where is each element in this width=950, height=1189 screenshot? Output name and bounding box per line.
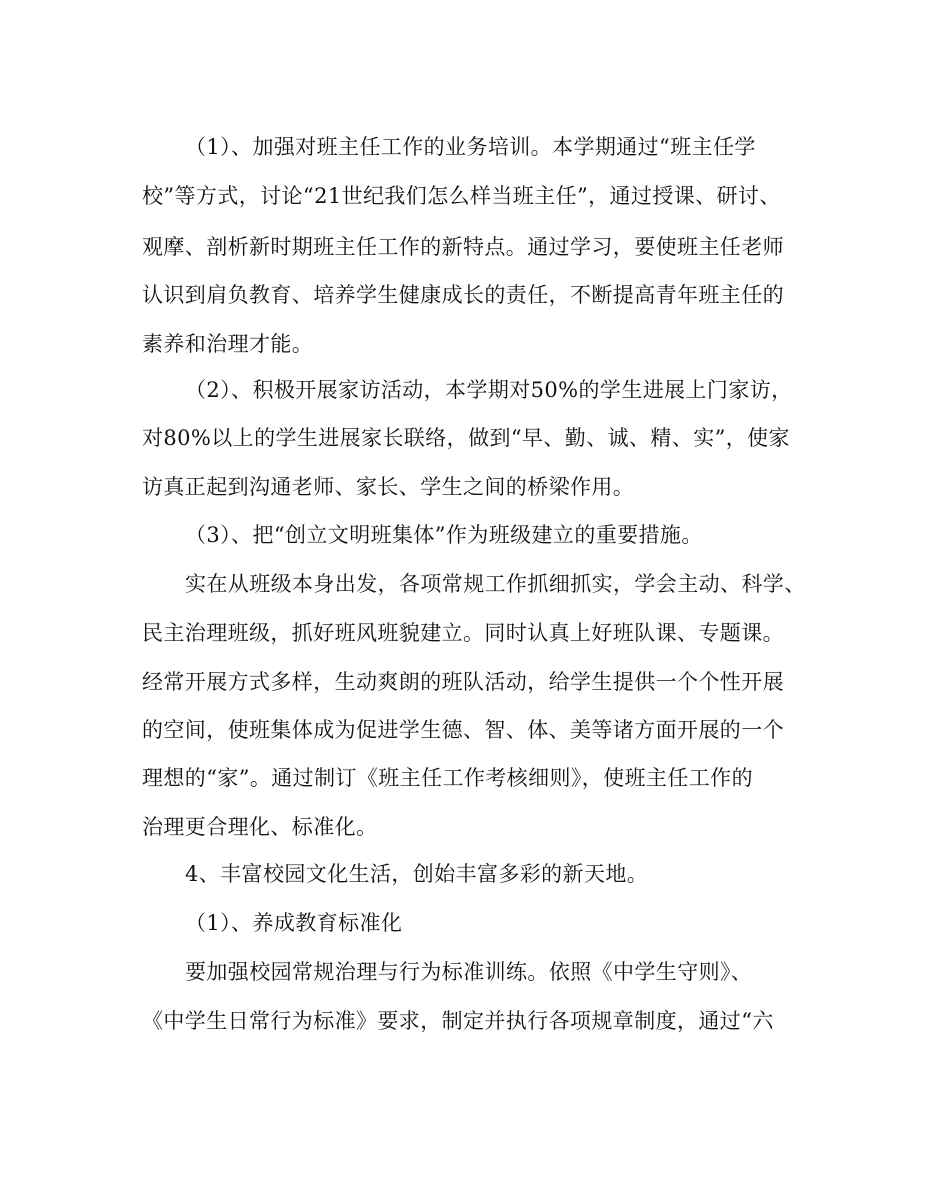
text-line: （1）、养成教育标准化 [185,911,403,935]
text-line: （2）、积极开展家访活动，本学期对50%的学生进展上门家访， [185,378,793,402]
text-line: 《中学生日常行为标准》要求，制定并执行各项规章制度，通过“六 [142,1009,774,1033]
text-line: （1）、加强对班主任工作的业务培训。本学期通过“班主任学 [185,135,756,159]
text-line: 素养和治理才能。 [142,332,314,356]
text-line: （3）、把“创立文明班集体”作为班级建立的重要措施。 [185,523,703,547]
text-line: 认识到肩负教育、培养学生健康成长的责任，不断提高青年班主任的 [142,283,784,307]
text-line: 的空间，使班集体成为促进学生德、智、体、美等诸方面开展的一个 [142,718,784,742]
text-line: 要加强校园常规治理与行为标准训练。依照《中学生守则》、 [185,960,753,984]
text-line: 经常开展方式多样，生动爽朗的班队活动，给学生提供一个个性开展 [142,670,784,694]
text-line: 民主治理班级，抓好班风班貌建立。同时认真上好班队课、专题课。 [142,621,784,645]
text-line: 观摩、剖析新时期班主任工作的新特点。通过学习，要使班主任老师 [142,235,784,259]
text-line: 实在从班级本身出发，各项常规工作抓细抓实，学会主动、科学、 [185,572,806,596]
text-line: 访真正起到沟通老师、家长、学生之间的桥梁作用。 [142,475,635,499]
text-line: 校”等方式，讨论“21世纪我们怎么样当班主任”，通过授课、研讨、 [142,184,781,208]
text-line: 理想的“家”。通过制订《班主任工作考核细则》，使班主任工作的 [142,766,753,790]
text-line: 4、丰富校园文化生活，创始丰富多彩的新天地。 [185,862,649,886]
text-line: 治理更合理化、标准化。 [142,815,378,839]
text-line: 对80%以上的学生进展家长联络，做到“早、勤、诚、精、实”，使家 [142,426,790,450]
